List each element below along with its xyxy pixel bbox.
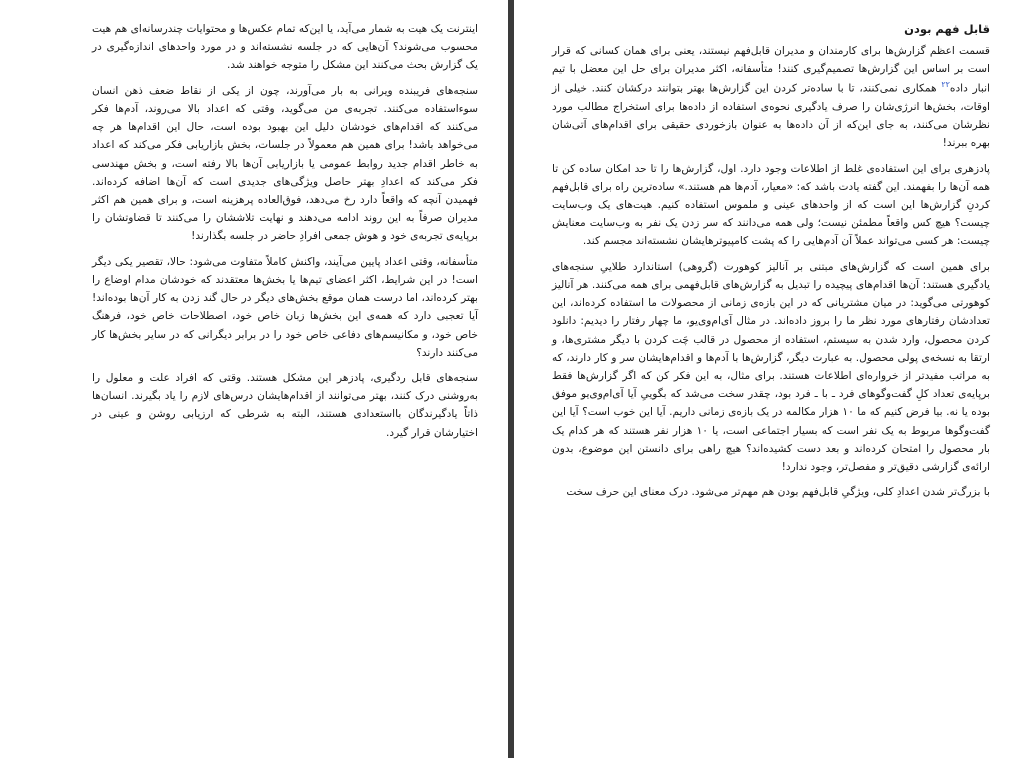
right-paragraph-2: پادزهری برای این استفاده‌ی غلط از اطلاعات وجود دارد. اول، گزارش‌ها را تا حد امکان ساده کن تا همه آن‌ها را بفهمند. این گفته یادت باشد که: «معیار، آدم‌ها هم هستند.» ساده‌ترین راه برای قابل‌فهم کردنِ گزارش‌ها این است که از واحدهای عینی و ملموس استفاده کنیم. هیت‌های یک وب‌سایت چیست؟ هیچ کس واقعاً مطمئن نیست؛ ولی همه می‌دانند که سر زدن یک نفر به وب‌سایت معنایش چیست: هر کسی می‌تواند عملاً آن آدم‌هایی را که پشت کامپیوترهایشان نشسته‌اند مجسم کند. — [552, 162, 990, 248]
right-paragraph-1 — [552, 42, 990, 153]
right-paragraph-4: با بزرگ‌تر شدن اعدادِ کلی، ویژگیِ قابل‌فهم بودن هم مهم‌تر می‌شود. درک معنای این حرف سخت — [566, 486, 990, 499]
right-paragraph-3: برای همین است که گزارش‌های مبتنی بر آنالیز کوهورت (گروهی) استاندارد طلاییِ سنجه‌های یادگیری هستند: آن‌ها اقدام‌های پیچیده را تبدیل به گزارش‌های قابل‌فهمی برای همه می‌کنند. هر آنالیز کوهورتی می‌گوید: در میان مشتریانی که در این بازه‌ی زمانی از محصولات ما استفاده کرده‌اند، این تعدادشان رفتارهای مورد نظر ما را بروز داده‌اند. در مثال آی‌ام‌وی‌یو، ما چهار رفتار را دیدیم: دانلود کردن محصول، وارد شدن به سیستم، استفاده از محصول در قالب چَت کردن با دیگر مشتری‌ها، و ارتقا به نسخه‌ی پولی محصول. به عبارت دیگر، گزارش‌ها با آدم‌ها و اقدام‌هایشان سر و کار دارند، که به مراتب مفیدتر از خرواره‌ای اطلاعات هستند. برای مثال، به این فکر کن که اگر گزارش‌ها فقط برپایه‌ی تعداد کلِ گفت‌وگوهای فرد ـ با ـ فرد بود، چقدر سخت می‌شد که بگوییِ آیا آی‌ام‌وی‌یو موفق بوده یا نه. بیا فرض کنیم که ما ۱۰ هزار مکالمه در یک بازه‌ی زمانی داریم. آیا این خوب است؟ آیا این گفت‌وگوها مربوط به یک نفر است که بسیار اجتماعی است، یا ۱۰ هزار نفر هستند که هر کدام یک بار محصول را امتحان کرده‌اند و بعد دست کشیده‌اند؟ هیچ راهی برای دانستن این موضوع، بدون ارائه‌ی گزارشی دقیق‌تر و مفصل‌تر، وجود ندارد! — [552, 260, 990, 474]
footnote-reference[interactable]: ۲۲ — [941, 80, 950, 90]
right-paragraph-1-end: همکاری نمی‌کنند، تا با ساده‌تر کردن این گزارش‌ها بهتر بتوانند درکشان کنند. خیلی از اوقات، بخش‌ها انرژی‌شان را صرف یادگیری نحوه‌ی استفاده از داده‌ها برای استخراج مطالب مورد نظرشان می‌کنند، به جای این‌که از آن داده‌ها به عنوان بازخوردی حقیقی برای اقدام‌های آتی‌شان بهره ببرند! — [552, 82, 990, 150]
right-page — [514, 0, 1024, 758]
left-page — [0, 0, 508, 758]
section-heading: قابل فهم بودن — [904, 22, 990, 36]
left-paragraph-1: اینترنت یک هیت به شمار می‌آید، یا این‌که تمام عکس‌ها و محتوایات چندرسانه‌ای هم هیت محسوب می‌شوند؟ آن‌هایی که در جلسه نشسته‌اند و در مورد واحدهای اندازه‌گیری در یک گزارش بحث می‌کنند این مشکل را متوجه خواهند شد. — [92, 23, 478, 72]
left-paragraph-3: متأسفانه، وقتی اعداد پایین می‌آیند، واکنش کاملاً متفاوت می‌شود: حالا، تقصیر یکی دیگر است! در این شرایط، اکثر اعضای تیم‌ها یا بخش‌ها معتقدند که خودشان مدام اوضاع را بهتر کرده‌اند، اما درست همان موقع بخش‌های دیگر در حال گند زدن به کار آن‌ها بوده‌اند! آیا تعجبی دارد که همه‌ی این بخش‌ها زبان خاص خود، اصطلاحات خاص خود، فرهنگ خاص خود، و مکانیسم‌های دفاعی خاص خود را در برابر دیگرانی که در سایر بخش‌ها کار می‌کنند دارند؟ — [92, 255, 478, 359]
left-paragraph-4: سنجه‌های قابل ردگیری، پادزهر این مشکل هستند. وقتی که افراد علت و معلول را به‌روشنی درک کنند، بهتر می‌توانند از اقدام‌هایشان درس‌های لازم را یاد بگیرند. انسان‌ها ذاتاً یادگیرندگان بااستعدادی هستند، البته به شرطی که ارزیابی روشن و عینی در اختیارشان قرار گیرد. — [92, 371, 478, 439]
left-paragraph-2: سنجه‌های فریبنده ویرانی به بار می‌آورند، چون از یکی از نقاط ضعف ذهن انسان سوءاستفاده می‌کنند. تجربه‌ی من می‌گوید، وقتی که اعداد بالا می‌روند، آدم‌ها فکر می‌کنند که اقدام‌های خودشان دلیل این بهبود بوده است، حال این اقدام‌ها هر چه می‌خواهد باشد! برای همین هم معمولاً در جلسات، بخش بازاریابی فکر می‌کند که اعداد به خاطر اقدام جدید روابط عمومی یا بازاریابی آن‌ها بالا رفته است، و بخش مهندسی فکر می‌کند که اعدادِ بهتر حاصل ویژگی‌های جدیدی است که آن‌ها اضافه کرده‌اند. فهمیدن آنچه که واقعاً دارد رخ می‌دهد، فوق‌العاده پرهزینه است، و برای همین هم اکثر مدیران صرفاً به این روند ادامه می‌دهند و نهایت تلاششان را می‌کنند تا قضاوتشان را برپایه‌ی تجربه‌ی خود و هوش جمعی افرادِ حاضر در جلسه بگذارند! — [92, 84, 478, 243]
right-paragraph-1-start: قسمت اعظم گزارش‌ها برای کارمندان و مدیران قابل‌فهم نیستند، یعنی برای همان کسانی که قرار است بر اساس این گزارش‌ها تصمیم‌گیری کنند! متأسفانه، اکثر مدیران برای حل این معضل با تیم انبار داده — [552, 44, 990, 95]
